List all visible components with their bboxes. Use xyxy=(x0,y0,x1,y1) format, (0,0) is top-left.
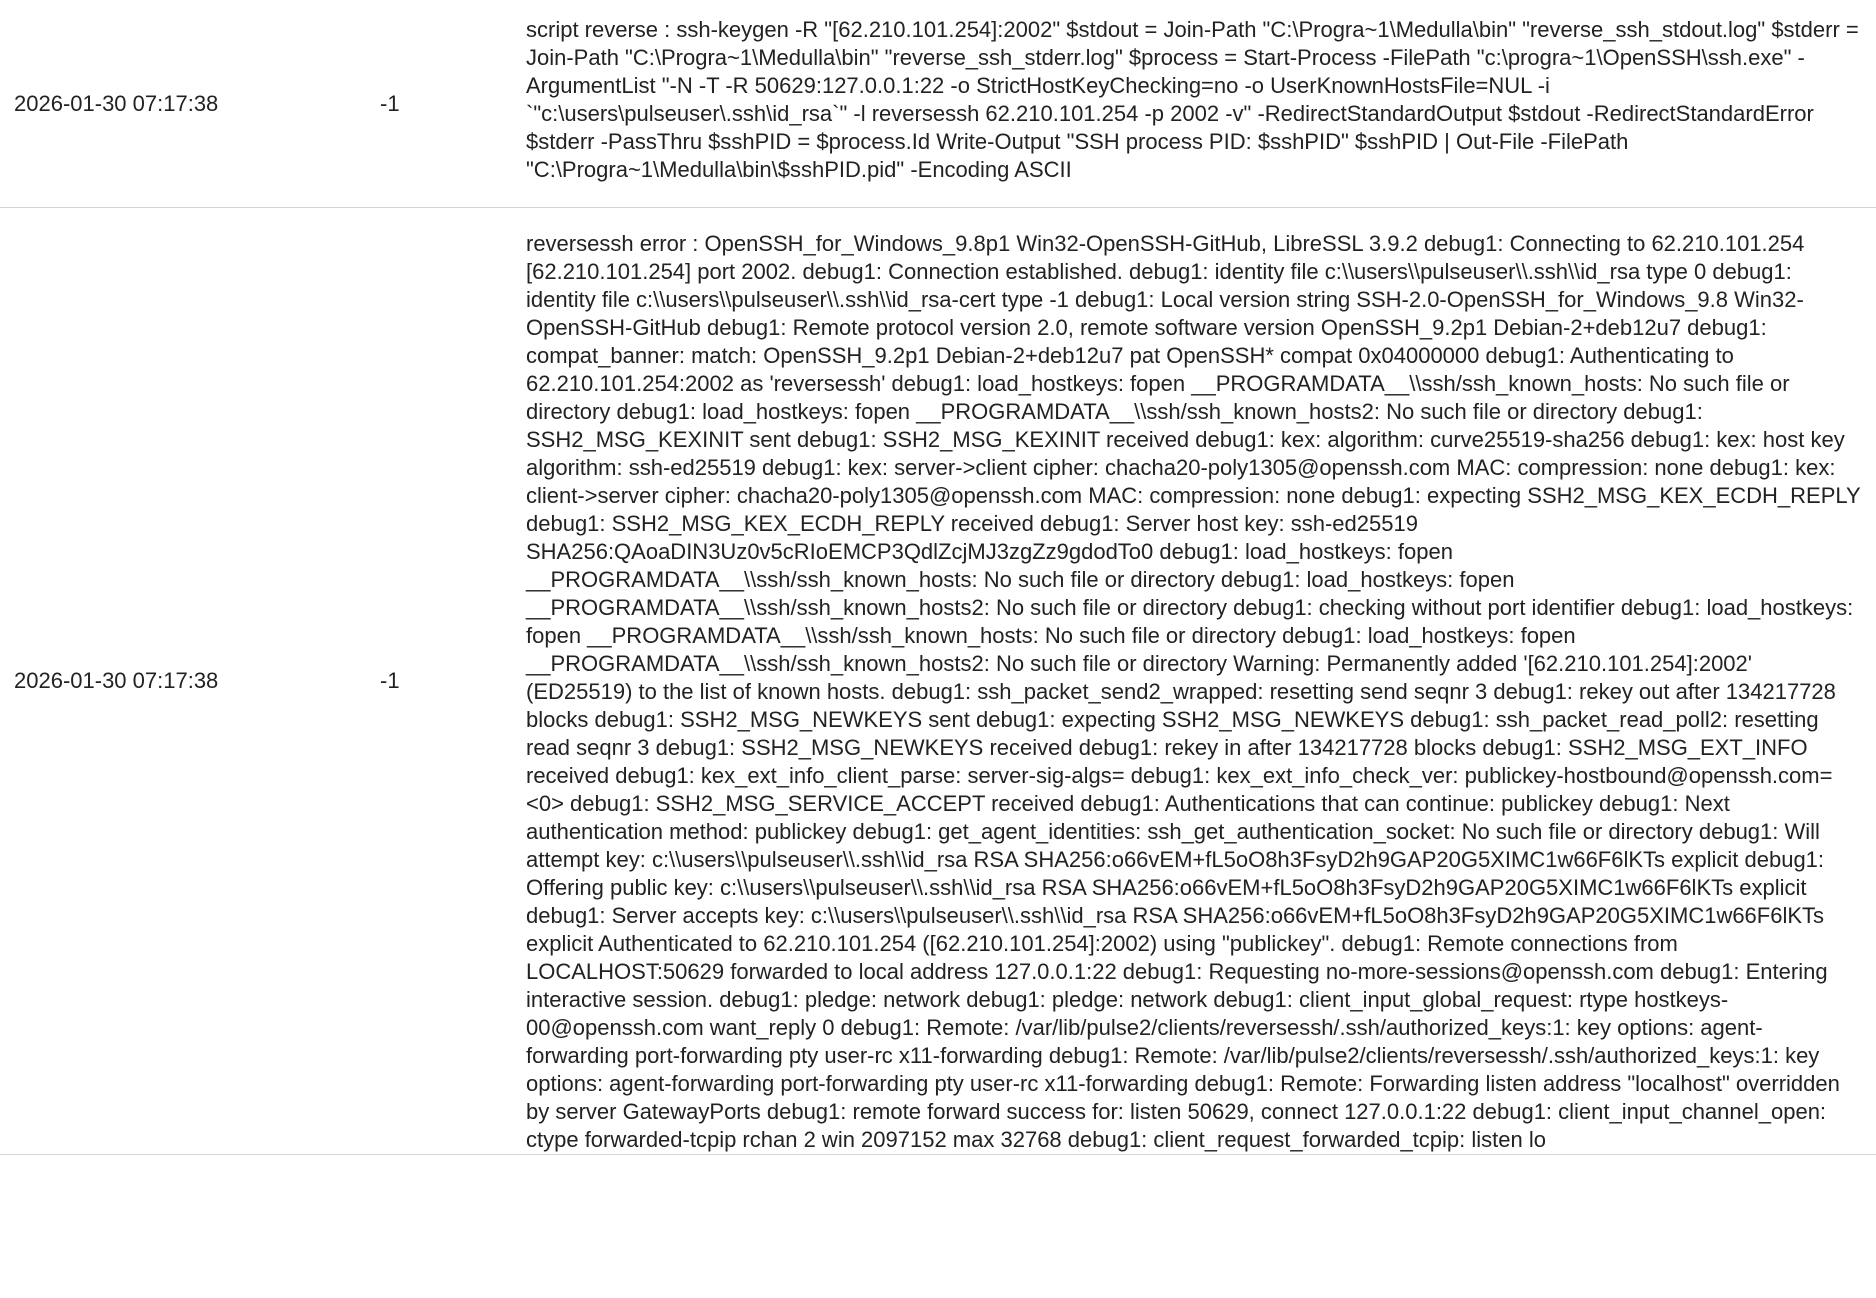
log-message: reversessh error : OpenSSH_for_Windows_9.8p1 Win32-OpenSSH-GitHub, LibreSSL 3.9.2 debug1: Connecting to 62.210.101.254 [62.210.101.254] port 2002. debug1: Connection established. debug1: identity file c:\\users\\pulseuser\\.ssh\\id_rsa type 0 debug1: identity file c:\\users\\pulseuser\\.ssh\\id_rsa-cert type -1 debug1: Local version string SSH-2.0-OpenSSH_for_Windows_9.8 Win32-OpenSSH-GitHub debug1: Remote protocol version 2.0, remote software version OpenSSH_9.2p1 Debian-2+deb12u7 debug1: compat_banner: match: OpenSSH_9.2p1 Debian-2+deb12u7 pat OpenSSH* compat 0x04000000 debug1: Authenticating to 62.210.101.254:2002 as 'reversessh' debug1: load_hostkeys: fopen __PROGRAMDATA__\\ssh/ssh_known_hosts: No such file or directory debug1: load_hostkeys: fopen __PROGRAMDATA__\\ssh/ssh_known_hosts2: No such file or directory debug1: SSH2_MSG_KEXINIT sent debug1: SSH2_MSG_KEXINIT received debug1: kex: algorithm: curve25519-sha256 debug1: kex: host key algorithm: ssh-ed25519 debug1: kex: server->client cipher: chacha20-poly1305@openssh.com MAC: compression: none debug1: kex: client->server cipher: chacha20-poly1305@openssh.com MAC: compression: none debug1: expecting SSH2_MSG_KEX_ECDH_REPLY debug1: SSH2_MSG_KEX_ECDH_REPLY received debug1: Server host key: ssh-ed25519 SHA256:QAoaDIN3Uz0v5cRIoEMCP3QdlZcjMJ3zgZz9gdodTo0 debug1: load_hostkeys: fopen __PROGRAMDATA__\\ssh/ssh_known_hosts: No such file or directory debug1: load_hostkeys: fopen __PROGRAMDATA__\\ssh/ssh_known_hosts2: No such file or directory debug1: checking without port identifier debug1: load_hostkeys: fopen __PROGRAMDATA__\\ssh/ssh_known_hosts: No such file or directory debug1: load_hostkeys: fopen __PROGRAMDATA__\\ssh/ssh_known_hosts2: No such file or directory Warning: Permanently added '[62.210.101.254]:2002' (ED25519) to the list of known hosts. debug1: ssh_packet_send2_wrapped: resetting send seqnr 3 debug1: rekey out after 134217728 blocks debug1: SSH2_MSG_NEWKEYS sent debug1: expecting SSH2_MSG_NEWKEYS debug1: ssh_packet_read_poll2: resetting read seqnr 3 debug1: SSH2_MSG_NEWKEYS received debug1: rekey in after 134217728 blocks debug1: SSH2_MSG_EXT_INFO received debug1: kex_ext_info_client_parse: server-sig-algs= debug1: kex_ext_info_check_ver: publickey-hostbound@openssh.com=<0> debug1: SSH2_MSG_SERVICE_ACCEPT received debug1: Authentications that can continue: publickey debug1: Next authentication method: publickey debug1: get_agent_identities: ssh_get_authentication_socket: No such file or directory debug1: Will attempt key: c:\\users\\pulseuser\\.ssh\\id_rsa RSA SHA256:o66vEM+fL5oO8h3FsyD2h9GAP20G5XIMC1w66F6lKTs explicit debug1: Offering public key: c:\\users\\pulseuser\\.ssh\\id_rsa RSA SHA256:o66vEM+fL5oO8h3FsyD2h9GAP20G5XIMC1w66F6lKTs explicit debug1: Server accepts key: c:\\users\\pulseuser\\.ssh\\id_rsa RSA SHA256:o66vEM+fL5oO8h3FsyD2h9GAP20G5XIMC1w66F6lKTs explicit Authenticated to 62.210.101.254 ([62.210.101.254]:2002) using "publickey". debug1: Remote connections from LOCALHOST:50629 forwarded to local address 127.0.0.1:22 debug1: Requesting no-more-sessions@openssh.com debug1: Entering interactive session. debug1: pledge: network debug1: pledge: network debug1: client_input_global_request: rtype hostkeys-00@openssh.com want_reply 0 debug1: Remote: /var/lib/pulse2/clients/reversessh/.ssh/authorized_keys:1: key options: agent-forwarding port-forwarding pty user-rc x11-forwarding debug1: Remote: /var/lib/pulse2/clients/reversessh/.ssh/authorized_keys:1: key options: agent-forwarding port-forwarding pty user-rc x11-forwarding debug1: Remote: Forwarding listen address "localhost" overridden by server GatewayPorts debug1: remote forward success for: listen 50629, connect 127.0.0.1:22 debug1: client_input_channel_open: ctype forwarded-tcpip rchan 2 win 2097152 max 32768 debug1: client_request_forwarded_tcpip: listen lo xyxy=(526,208,1876,1155)
table-row xyxy=(0,208,1876,1155)
log-date: 2026-01-30 07:17:38 xyxy=(0,0,376,208)
log-message: script reverse : ssh-keygen -R "[62.210.101.254]:2002" $stdout = Join-Path "C:\Progra~1\Medulla\bin" "reverse_ssh_stdout.log" $stderr = Join-Path "C:\Progra~1\Medulla\bin" "reverse_ssh_stderr.log" $process = Start-Process -FilePath "c:\progra~1\OpenSSH\ssh.exe" -ArgumentList "-N -T -R 50629:127.0.0.1:22 -o StrictHostKeyChecking=no -o UserKnownHostsFile=NUL -i `"c:\users\pulseuser\.ssh\id_rsa`" -l reversessh 62.210.101.254 -p 2002 -v" -RedirectStandardOutput $stdout -RedirectStandardError $stderr -PassThru $sshPID = $process.Id Write-Output "SSH process PID: $sshPID" $sshPID | Out-File -FilePath "C:\Progra~1\Medulla\bin\$sshPID.pid" -Encoding ASCII xyxy=(526,0,1876,208)
log-date: 2026-01-30 07:17:38 xyxy=(0,208,376,1155)
table-row xyxy=(0,0,1876,208)
log-level: -1 xyxy=(376,0,526,208)
log-level: -1 xyxy=(376,208,526,1155)
